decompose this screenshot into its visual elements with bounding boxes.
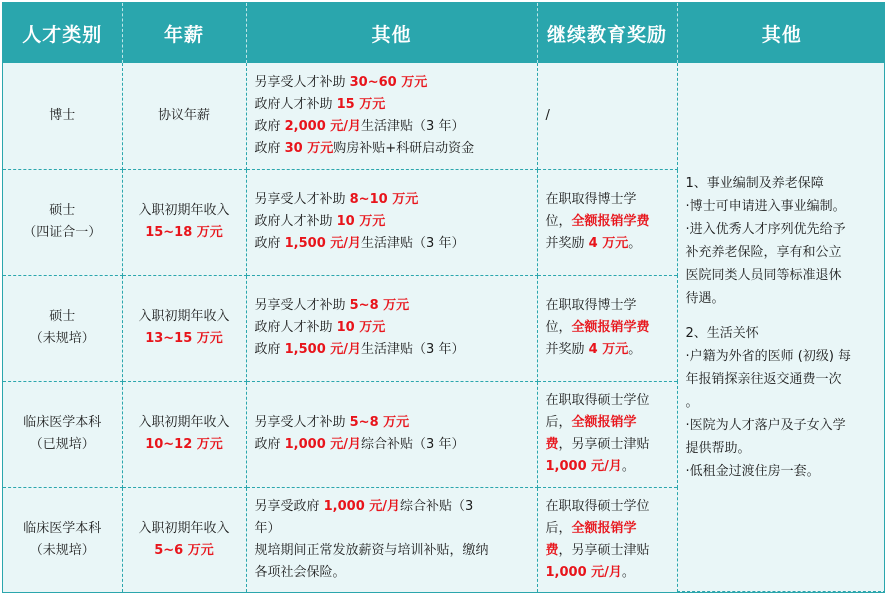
salary-cell [122, 381, 246, 487]
highlight-amount: 1,500 元/月 [284, 342, 362, 357]
side-notes-cell [677, 63, 885, 592]
side-note-line: ·博士可申请进入事业编制。 [685, 198, 846, 214]
highlight-amount: 全额报销学 [571, 520, 637, 536]
text-segment: 。 [621, 459, 635, 474]
benefit-line [255, 116, 531, 138]
text-segment: 政府 [254, 437, 285, 452]
benefits-cell [246, 169, 537, 275]
education-line [546, 562, 671, 584]
text-segment: 另享受人才补助 [254, 74, 350, 90]
salary-label: 入职初期年收入 [138, 309, 230, 324]
education-line [546, 339, 671, 361]
text-segment: 另享受政府 [254, 498, 324, 514]
benefit-line [255, 496, 531, 518]
side-section1-title: 1、事业编制及养老保障 [685, 175, 824, 191]
text-segment: 位， [545, 214, 572, 229]
salary-label: 入职初期年收入 [138, 415, 230, 430]
header-other-notes: 其他 [677, 3, 885, 63]
highlight-amount: 1,500 元/月 [284, 236, 362, 251]
education-line [546, 412, 671, 434]
highlight-amount: 5~8 万元 [349, 415, 410, 430]
category-label: （未规培） [29, 331, 95, 346]
side-note-line: ·户籍为外省的医师 (初级) 每 [685, 348, 852, 364]
category-cell [3, 63, 122, 169]
text-segment: 另享受人才补助 [254, 192, 350, 207]
benefit-line [255, 211, 531, 233]
text-segment: 年） [254, 520, 281, 536]
text-segment: 在职取得博士学 [545, 298, 637, 313]
education-line [546, 390, 671, 412]
text-segment: 位， [545, 320, 572, 335]
text-segment: 。 [628, 236, 642, 251]
benefit-line [255, 72, 531, 94]
benefits-cell [246, 275, 537, 381]
benefit-line [255, 339, 531, 361]
text-segment: 各项社会保险。 [254, 564, 346, 580]
highlight-amount: 10 万元 [336, 320, 386, 335]
category-cell [3, 169, 122, 275]
talent-benefits-table [3, 3, 885, 592]
text-segment: 政府人才补助 [254, 96, 337, 112]
salary-cell [122, 487, 246, 592]
header-education-reward: 继续教育奖励 [537, 3, 677, 63]
highlight-amount: 费 [545, 542, 559, 558]
education-line [546, 189, 671, 211]
text-segment: 综合补贴（3 [400, 498, 474, 514]
salary-label: 入职初期年收入 [138, 203, 230, 218]
salary-label: 入职初期年收入 [138, 520, 230, 536]
talent-benefits-table-frame [2, 2, 885, 593]
highlight-amount: 5~8 万元 [349, 298, 410, 313]
highlight-amount: 4 万元 [588, 342, 629, 357]
benefit-line [255, 94, 531, 116]
benefit-line [255, 518, 531, 540]
highlight-amount: 30 万元 [284, 140, 334, 156]
salary-cell [122, 275, 246, 381]
education-cell [537, 487, 677, 592]
header-other-benefits: 其他 [246, 3, 537, 63]
category-cell [3, 275, 122, 381]
highlight-amount: 4 万元 [588, 236, 629, 251]
side-note-line: ·低租金过渡住房一套。 [685, 463, 820, 479]
side-note-line: 。 [685, 394, 699, 410]
benefit-line [255, 138, 531, 160]
education-line [546, 456, 671, 478]
text-segment: ，另享硕士津贴 [558, 437, 650, 452]
header-salary: 年薪 [122, 3, 246, 63]
category-label: 临床医学本科 [23, 415, 102, 430]
table-row [3, 63, 885, 169]
benefit-line [255, 233, 531, 255]
education-line [546, 295, 671, 317]
highlight-amount: 1,000 元/月 [323, 498, 401, 514]
salary-range: 10~12 万元 [145, 437, 223, 452]
text-segment: 后， [545, 520, 572, 536]
education-line [546, 105, 671, 127]
category-label: （已规培） [29, 437, 95, 452]
category-label: 临床医学本科 [23, 520, 102, 536]
highlight-amount: 15 万元 [336, 96, 386, 112]
salary-range: 15~18 万元 [145, 225, 223, 240]
category-cell [3, 487, 122, 592]
text-segment: 政府人才补助 [254, 320, 337, 335]
category-label: 博士 [49, 107, 76, 123]
text-segment: 并奖励 [545, 342, 589, 357]
side-note-line: ·医院为人才落户及子女入学 [685, 417, 846, 433]
side-note-line: 年报销探亲往返交通费一次 [685, 371, 842, 387]
education-cell [537, 275, 677, 381]
text-segment: 并奖励 [545, 236, 589, 251]
text-segment: 生活津贴（3 年） [361, 118, 465, 134]
text-segment: 在职取得硕士学位 [545, 393, 650, 408]
highlight-amount: 全额报销学 [571, 415, 637, 430]
header-category: 人才类别 [3, 3, 122, 63]
highlight-amount: 1,000 元/月 [545, 564, 622, 580]
category-label: 硕士 [49, 309, 76, 324]
highlight-amount: 30~60 万元 [349, 74, 428, 90]
text-segment: 另享受人才补助 [254, 415, 350, 430]
education-cell [537, 63, 677, 169]
highlight-amount: 8~10 万元 [349, 192, 419, 207]
benefits-cell [246, 63, 537, 169]
category-cell [3, 381, 122, 487]
education-line [546, 211, 671, 233]
highlight-amount: 全额报销学费 [571, 214, 650, 229]
category-label: 硕士 [49, 203, 76, 218]
benefit-line [255, 434, 531, 456]
highlight-amount: 1,000 元/月 [284, 437, 362, 452]
salary-range: 5~6 万元 [154, 542, 214, 558]
text-segment: 政府人才补助 [254, 214, 337, 229]
header-row [3, 3, 885, 63]
text-segment: 政府 [254, 236, 285, 251]
text-segment: 在职取得博士学 [545, 192, 637, 207]
text-segment: 另享受人才补助 [254, 298, 350, 313]
side-note-line: 医院同类人员同等标准退休 [685, 267, 842, 283]
education-line [546, 233, 671, 255]
category-label: （四证合一） [23, 225, 102, 240]
text-segment: ，另享硕士津贴 [558, 542, 650, 558]
benefit-line [255, 295, 531, 317]
education-line [546, 540, 671, 562]
side-section2-title: 2、生活关怀 [685, 325, 759, 341]
highlight-amount: 全额报销学费 [571, 320, 650, 335]
text-segment: 规培期间正常发放薪资与培训补贴，缴纳 [254, 542, 489, 558]
benefit-line [255, 317, 531, 339]
text-segment: 后， [545, 415, 572, 430]
highlight-amount: 10 万元 [336, 214, 386, 229]
text-segment: 政府 [254, 140, 285, 156]
education-cell [537, 169, 677, 275]
side-note-line: 提供帮助。 [685, 440, 751, 456]
salary-label: 协议年薪 [157, 107, 210, 123]
highlight-amount: 费 [545, 437, 559, 452]
education-line [546, 518, 671, 540]
education-cell [537, 381, 677, 487]
text-segment: 生活津贴（3 年） [361, 342, 465, 357]
text-segment: 在职取得硕士学位 [545, 498, 650, 514]
education-line [546, 434, 671, 456]
salary-cell [122, 169, 246, 275]
benefit-line [255, 540, 531, 562]
education-line [546, 496, 671, 518]
benefit-line [255, 412, 531, 434]
benefit-line [255, 562, 531, 584]
benefits-cell [246, 381, 537, 487]
salary-range: 13~15 万元 [145, 331, 223, 346]
side-note-line: ·进入优秀人才序列优先给予 [685, 221, 846, 237]
text-segment: 综合补贴（3 年） [361, 437, 465, 452]
text-segment: 政府 [254, 118, 285, 134]
text-segment: 。 [628, 342, 642, 357]
category-label: （未规培） [29, 542, 95, 558]
text-segment: 政府 [254, 342, 285, 357]
text-segment: / [545, 107, 550, 123]
highlight-amount: 2,000 元/月 [284, 118, 362, 134]
education-line [546, 317, 671, 339]
side-note-line: 待遇。 [685, 290, 725, 306]
highlight-amount: 1,000 元/月 [545, 459, 622, 474]
salary-cell [122, 63, 246, 169]
benefits-cell [246, 487, 537, 592]
benefit-line [255, 189, 531, 211]
side-note-line: 补充养老保险，享有和公立 [685, 244, 842, 260]
text-segment: 购房补贴+科研启动资金 [333, 140, 475, 156]
text-segment: 。 [621, 564, 635, 580]
text-segment: 生活津贴（3 年） [361, 236, 465, 251]
